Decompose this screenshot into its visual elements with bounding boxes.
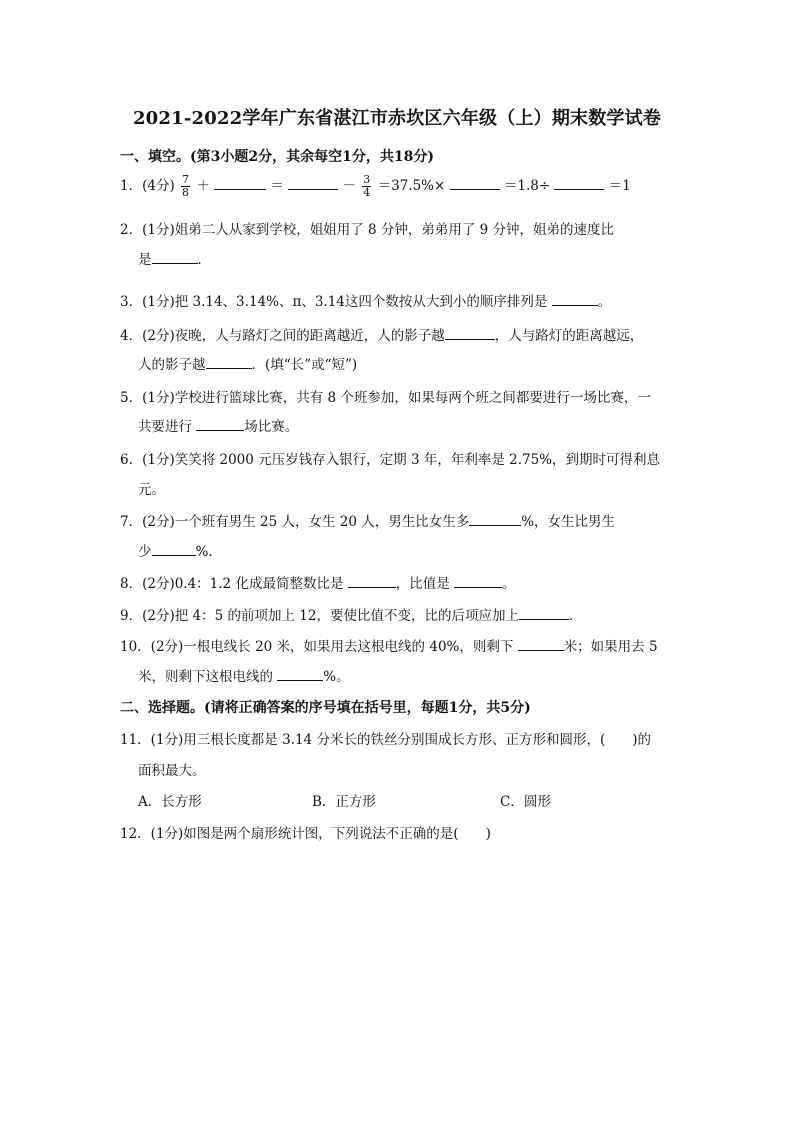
question-5-line-1: 5．(1分)学校进行篮球比赛，共有 8 个班参加，如果每两个班之间都要进行一场比赛，一 (120, 390, 651, 406)
answer-blank[interactable] (554, 177, 604, 190)
question-4-text-mid: ，人与路灯的距离越远， (494, 328, 644, 344)
question-1 (120, 174, 631, 199)
fraction-denominator: 8 (182, 186, 190, 199)
question-1-middle: ＝37.5%× (377, 178, 446, 194)
option-a[interactable]: A．长方形 (138, 794, 202, 810)
question-10-line-1 (120, 635, 658, 655)
answer-blank[interactable] (445, 327, 495, 340)
question-2-text-end: ． (197, 252, 211, 268)
question-4-text-end: ．(填“长”或“短”) (251, 357, 358, 373)
question-3-text: 3．(1分)把 3.14、3.14%、π、3.14这四个数按从大到小的顺序排列是 (120, 294, 552, 310)
question-9-text: 9．(2分)把 4：5 的前项加上 12，要使比值不变，比的后项应加上 (120, 608, 519, 624)
answer-blank[interactable] (152, 543, 196, 556)
answer-blank[interactable] (206, 356, 252, 369)
fraction-denominator: 4 (363, 186, 371, 199)
question-10-line-2 (138, 665, 350, 685)
option-b[interactable]: B．正方形 (312, 794, 376, 810)
question-10-text-mid: 米；如果用去 5 (563, 639, 658, 655)
answer-blank[interactable] (288, 177, 338, 190)
question-6-line-1: 6．(1分)笑笑将 2000 元压岁钱存入银行，定期 3 年，年利率是 2.75%，到期时可得利息 (120, 452, 660, 468)
question-5-text-end: 场比赛。 (244, 419, 299, 435)
question-4-line-2 (138, 353, 357, 373)
question-10-text-end: %。 (323, 669, 350, 685)
answer-blank[interactable] (214, 177, 266, 190)
question-5-text: 共要进行 (138, 419, 197, 435)
question-7-line-2 (138, 540, 222, 560)
option-c[interactable]: C．圆形 (500, 794, 551, 810)
question-8-text-end: 。 (502, 576, 516, 592)
question-5-line-2 (138, 415, 298, 435)
page-title: 2021-2022学年广东省湛江市赤坎区六年级（上）期末数学试卷 (132, 108, 662, 129)
question-7-text-2: 少 (138, 544, 152, 560)
section-choice-heading: 二、选择题。(请将正确答案的序号填在括号里，每题1分，共5分) (120, 700, 531, 716)
question-7-text: 7．(2分)一个班有男生 25 人，女生 20 人，男生比女生多 (120, 514, 470, 530)
answer-blank[interactable] (277, 668, 323, 681)
equals-sign: ＝ (270, 178, 284, 194)
answer-blank[interactable] (518, 638, 564, 651)
question-8-text: 8．(2分)0.4：1.2 化成最简整数比是 (120, 576, 348, 592)
question-1-divide: ＝1.8÷ (503, 178, 551, 194)
question-10-text: 10．(2分)一根电线长 20 米，如果用去这根电线的 40%，则剩下 (120, 639, 518, 655)
question-6-line-2: 元。 (138, 482, 165, 498)
question-12-line-1: 12．(1分)如图是两个扇形统计图，下列说法不正确的是( ) (120, 826, 491, 842)
answer-blank[interactable] (519, 607, 569, 620)
answer-blank[interactable] (196, 418, 244, 431)
question-3-text-end: 。 (597, 294, 612, 310)
plus-sign: ＋ (196, 178, 210, 194)
fraction-numerator: 3 (363, 173, 371, 186)
question-8 (120, 572, 516, 592)
answer-blank[interactable] (552, 293, 598, 306)
question-10-text-2: 米，则剩下这根电线的 (138, 669, 278, 685)
minus-sign: － (342, 178, 356, 194)
question-2-text: 是 (138, 252, 152, 268)
question-7-text-mid: %，女生比男生 (521, 514, 616, 530)
question-1-prefix: 1．(4分) (120, 178, 175, 194)
answer-blank[interactable] (469, 513, 521, 526)
question-2-line-1: 2．(1分)姐弟二人从家到学校，姐姐用了 8 分钟，弟弟用了 9 分钟，姐弟的速度比 (120, 222, 615, 238)
question-7-text-end: %． (195, 544, 222, 560)
answer-blank[interactable] (454, 575, 502, 588)
answer-blank[interactable] (348, 575, 396, 588)
question-8-text-mid: ，比值是 (395, 576, 455, 592)
question-11-line-2: 面积最大。 (138, 763, 206, 779)
question-4-text: 4．(2分)夜晚，人与路灯之间的距离越近，人的影子越 (120, 328, 445, 344)
question-2-line-2 (138, 248, 211, 268)
question-4-text-2: 人的影子越 (138, 357, 206, 373)
question-11-line-1: 11．(1分)用三根长度都是 3.14 分米长的铁丝分别围成长方形、正方形和圆形，( )的 (120, 732, 651, 748)
fraction-7-8 (181, 174, 190, 199)
question-1-end: ＝1 (608, 178, 631, 194)
question-3 (120, 290, 611, 310)
fraction-3-4 (362, 174, 371, 199)
fraction-numerator: 7 (182, 173, 190, 186)
question-9-text-end: ． (568, 608, 583, 624)
section-fill-in-heading: 一、填空。(第3小题2分，其余每空1分，共18分) (120, 149, 434, 165)
answer-blank[interactable] (152, 251, 198, 264)
question-4-line-1 (120, 324, 643, 344)
question-9 (120, 604, 582, 624)
question-7-line-1 (120, 510, 615, 530)
answer-blank[interactable] (450, 177, 500, 190)
